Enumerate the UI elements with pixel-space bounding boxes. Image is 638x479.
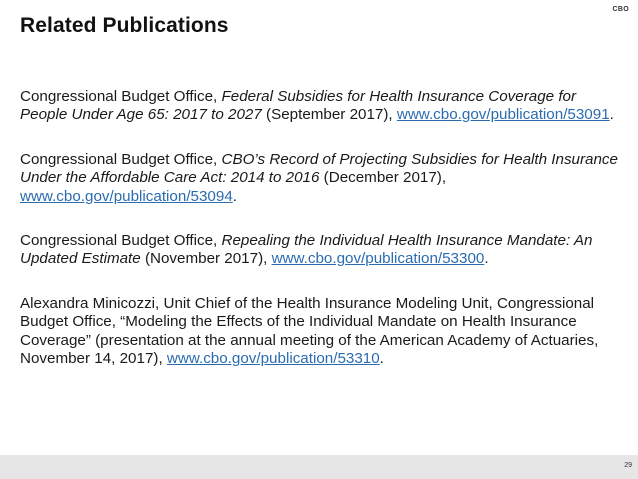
- publication-author: Congressional Budget Office,: [20, 150, 222, 168]
- publication-link[interactable]: www.cbo.gov/publication/53300: [271, 250, 485, 268]
- publication-end: .: [609, 106, 614, 124]
- publication-author: Congressional Budget Office,: [20, 88, 222, 105]
- publication-text: Alexandra Minicozzi, Unit Chief of the Health Insurance Modeling Unit, Congressional Budget Office, “Modeling the Effects of the Individual Mandate on Health Insurance Coverage” (presentation at the annual meeting of the American Academy of Actuaries, November 14, 2017),: [20, 294, 599, 368]
- publication-list: [20, 88, 620, 394]
- publication-item: [20, 232, 620, 269]
- publication-details: (November 2017),: [140, 250, 272, 268]
- publication-link[interactable]: www.cbo.gov/publication/53094: [20, 187, 233, 205]
- publication-title: CBO’s Record of Projecting Subsidies for Health Insurance Under the Affordable Care Act: 2014 to 2016: [20, 150, 618, 187]
- publication-author: Congressional Budget Office,: [20, 232, 222, 250]
- publication-end: .: [232, 187, 237, 205]
- publication-title: Repealing the Individual Health Insurance Mandate: An Updated Estimate: [20, 232, 593, 268]
- publication-link[interactable]: www.cbo.gov/publication/53091: [396, 106, 610, 124]
- publication-item: [20, 295, 620, 369]
- publication-item: [20, 88, 620, 125]
- publication-item: [20, 151, 620, 206]
- publication-end: .: [484, 250, 489, 268]
- slide-title: Related Publications: [20, 14, 229, 37]
- publication-end: .: [379, 350, 384, 368]
- footer-bar: [0, 455, 638, 479]
- publication-title: Federal Subsidies for Health Insurance Coverage for People Under Age 65: 2017 to 2027: [20, 88, 577, 124]
- page-number: 29: [624, 462, 632, 469]
- publication-link[interactable]: www.cbo.gov/publication/53310: [166, 350, 380, 368]
- publication-details: (December 2017),: [319, 169, 447, 187]
- publication-details: (September 2017),: [261, 106, 397, 124]
- brand-label: CBO: [612, 6, 629, 13]
